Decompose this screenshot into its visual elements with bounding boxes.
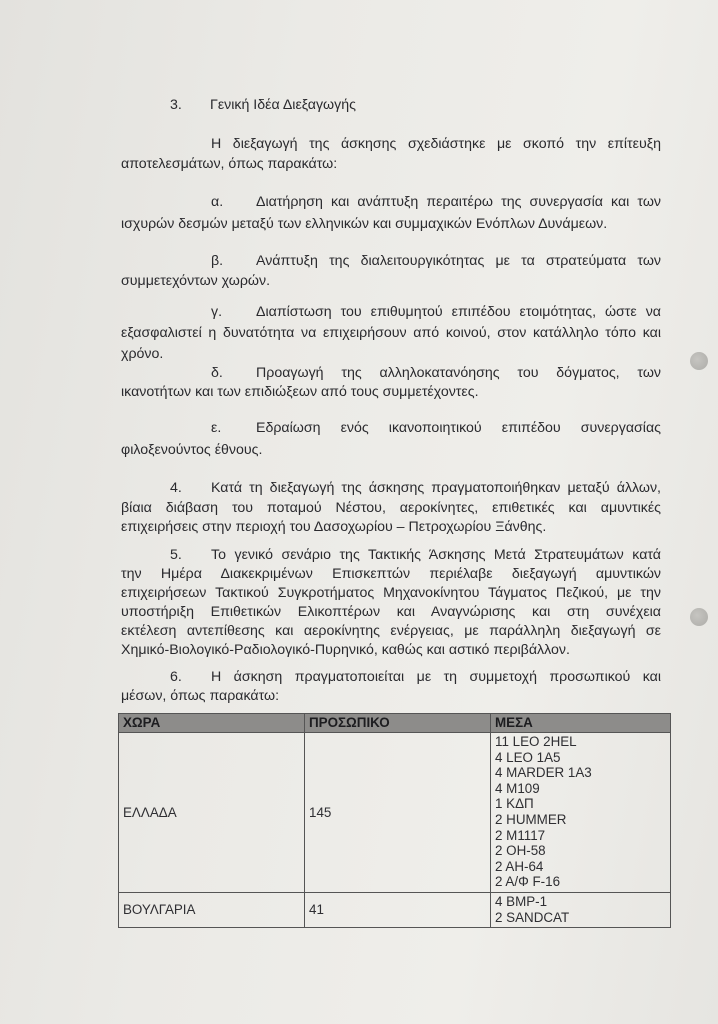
means-item: 2 HUMMER <box>495 811 567 827</box>
paragraph-line: χρόνο. <box>121 346 164 362</box>
paragraph-line: Η διεξαγωγή της άσκησης σχεδιάστηκε με σκοπό την επίτευξη <box>211 136 661 152</box>
punch-hole-icon <box>690 608 708 626</box>
means-item: 4 BMP-1 <box>495 893 548 909</box>
paragraph-line: επιχειρήσεις στην περιοχή του Δασοχωρίου – Πετροχωρίου Ξάνθης. <box>121 519 547 535</box>
paragraph-line: μέσων, όπως παρακάτω: <box>121 688 280 704</box>
paragraph-line: υποστήριξη Επιθετικών Ελικοπτέρων και Αναγνώρισης και στη συνέχεια <box>121 604 661 620</box>
punch-hole-icon <box>690 352 708 370</box>
paragraph-line: αποτελεσμάτων, όπως παρακάτω: <box>121 156 338 172</box>
participation-table <box>118 713 671 928</box>
item-marker: γ. <box>211 304 223 320</box>
paragraph-line: επιχειρήσεων Τακτικού Συγκροτήματος Μηχανοκίνητου Τάγματος Πεζικού, με την <box>121 585 661 601</box>
means-item: 2 OH-58 <box>495 843 546 859</box>
paragraph-line: Ανάπτυξη της διαλειτουργικότητας με τα στρατεύματα των <box>256 253 661 269</box>
paragraph-line: Διαπίστωση του επιθυμητού επιπέδου ετοιμότητας, ώστε να <box>256 304 661 320</box>
column-header: ΠΡΟΣΩΠΙΚΟ <box>305 714 491 733</box>
item-marker: β. <box>211 253 224 269</box>
means-item: 4 LEO 1A5 <box>495 749 561 765</box>
item-marker: ε. <box>211 420 222 436</box>
column-header: ΜΕΣΑ <box>491 714 671 733</box>
paragraph-line: Κατά τη διεξαγωγή της άσκησης πραγματοποιήθηκαν μεταξύ άλλων, <box>211 480 661 496</box>
section-heading <box>170 94 356 116</box>
personnel-cell: 41 <box>305 892 491 927</box>
paragraph-line: Η άσκηση πραγματοποιείται με τη συμμετοχή προσωπικού και <box>211 669 661 685</box>
means-item: 4 MARDER 1A3 <box>495 765 592 781</box>
section-number: 6. <box>170 669 182 685</box>
means-cell <box>491 733 671 893</box>
item-marker: δ. <box>211 365 223 381</box>
item-marker: α. <box>211 194 224 210</box>
means-item: 2 Α/Φ F-16 <box>495 874 561 890</box>
paragraph-line: ικανοτήτων και των επιδιώξεων από τους συμμετέχοντες. <box>121 384 479 400</box>
section-title: Γενική Ιδέα Διεξαγωγής <box>210 97 356 113</box>
column-header: ΧΩΡΑ <box>119 714 305 733</box>
paragraph-line: Εδραίωση ενός ικανοποιητικού επιπέδου συνεργασίας <box>256 420 661 436</box>
section-number: 5. <box>170 547 182 563</box>
paragraph-line: φιλοξενούντος έθνους. <box>121 442 263 458</box>
paragraph-line: βίαια διάβαση του ποταμού Νέστου, αεροκίνητες, επιθετικές και αμυντικές <box>121 500 661 516</box>
paragraph-line: ισχυρών δεσμών μεταξύ των ελληνικών και συμμαχικών Ενόπλων Δυνάμεων. <box>121 216 608 232</box>
country-cell: ΕΛΛΑΔΑ <box>119 733 305 893</box>
paragraph-line: εκτέλεση αντεπίθεσης και αεροκίνητης ενέργειας, με παράλληλη διεξαγωγή σε <box>121 623 661 639</box>
paragraph-line: εξασφαλιστεί η δυνατότητα να επιχειρήσουν από κοινού, στον κατάλληλο τόπο και <box>121 325 661 341</box>
personnel-cell: 145 <box>305 733 491 893</box>
means-cell <box>491 892 671 927</box>
means-item: 11 LEO 2HEL <box>495 734 577 749</box>
paragraph-line: Προαγωγή της αλληλοκατανόησης του δόγματος, των <box>256 365 661 381</box>
paragraph-line: Χημικό-Βιολογικό-Ραδιολογικό-Πυρηνικό, καθώς και αστικό περιβάλλον. <box>121 642 570 658</box>
means-item: 2 M1117 <box>495 827 546 843</box>
means-item: 2 AH-64 <box>495 858 544 874</box>
means-item: 4 M109 <box>495 780 540 796</box>
paragraph-line: την Ημέρα Διακεκριμένων Επισκεπτών περιέλαβε διεξαγωγή αμυντικών <box>121 566 661 582</box>
table-header-row <box>119 714 671 733</box>
table-row <box>119 733 671 893</box>
paragraph-line: Διατήρηση και ανάπτυξη περαιτέρω της συνεργασία και των <box>256 194 661 210</box>
paragraph-line: Το γενικό σενάριο της Τακτικής Άσκησης Μετά Στρατευμάτων κατά <box>211 547 661 563</box>
paragraph-line: συμμετεχόντων χωρών. <box>121 273 271 289</box>
means-item: 1 ΚΔΠ <box>495 796 534 812</box>
country-cell: ΒΟΥΛΓΑΡΙΑ <box>119 892 305 927</box>
table-row <box>119 892 671 927</box>
section-number: 3. <box>170 97 182 113</box>
means-item: 2 SANDCAT <box>495 909 570 925</box>
section-number: 4. <box>170 480 182 496</box>
